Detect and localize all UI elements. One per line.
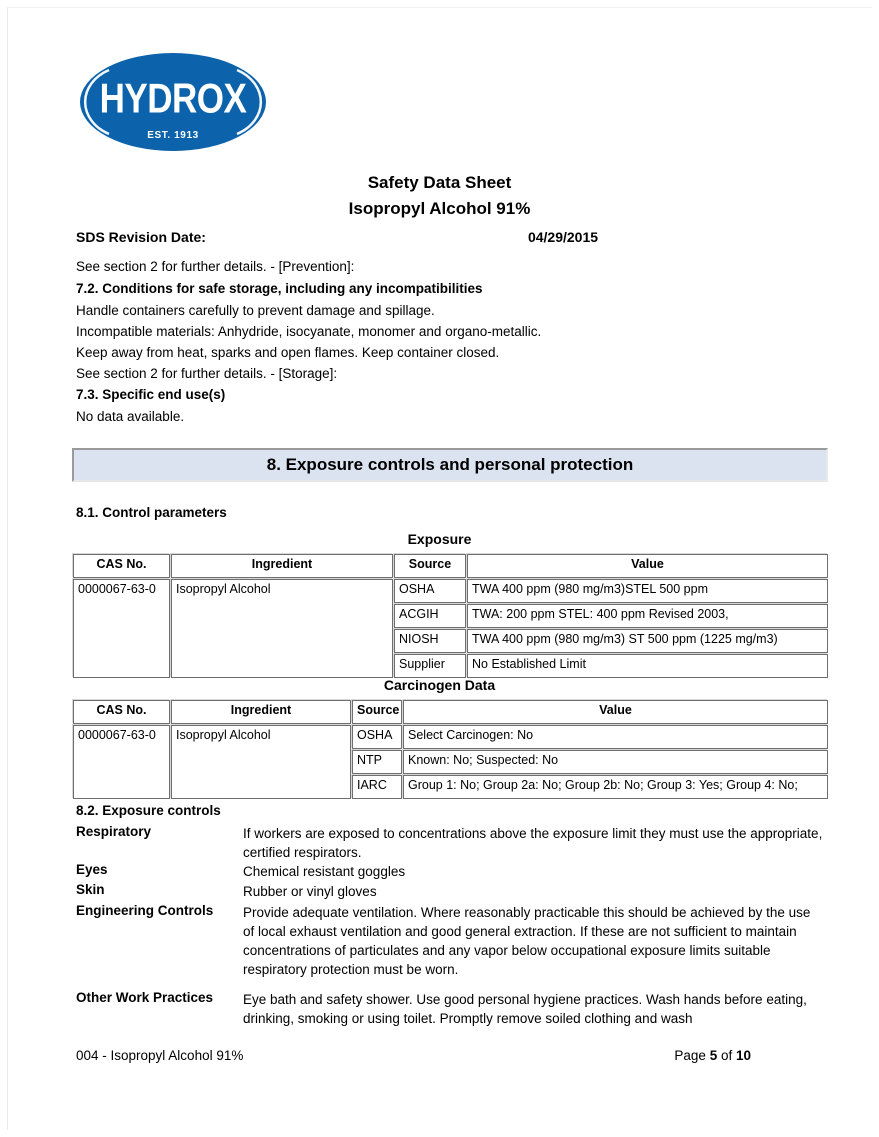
header-source: Source (352, 700, 402, 724)
footer-page-indicator (674, 1048, 751, 1063)
cell-source: IARC (352, 775, 402, 799)
cell-value: Select Carcinogen: No (403, 725, 828, 749)
storage-line-3: Keep away from heat, sparks and open flames. Keep container closed. (76, 345, 500, 360)
footer-page-prefix: Page (674, 1048, 710, 1063)
header-cas-no: CAS No. (73, 700, 170, 724)
hydrox-logo (79, 52, 267, 152)
heading-8-2: 8.2. Exposure controls (76, 803, 221, 818)
control-value-other-work-practices: Eye bath and safety shower. Use good personal hygiene practices. Wash hands before eating, drinking, smoking or using toilet. Promptly remove soiled clothing and wash (243, 992, 807, 1026)
footer-page-middle: of (717, 1048, 736, 1063)
header-value: Value (467, 554, 828, 578)
control-label-engineering-controls: Engineering Controls (76, 903, 214, 918)
footer-product-reference: 004 - Isopropyl Alcohol 91% (76, 1048, 244, 1063)
control-value-engineering-controls: Provide adequate ventilation. Where reasonably practicable this should be achieved by the use of local exhaust ventilation and good general extraction. If these are not sufficient to maintain concentrations of particulates and any vapor below occupational exposure limits suitable respiratory protection must be worn. (243, 905, 811, 977)
revision-date-label: SDS Revision Date: (76, 229, 206, 245)
logo-wordmark: HYDROX (99, 75, 247, 122)
cell-source: Supplier (394, 654, 466, 678)
exposure-table (72, 553, 829, 679)
cell-value: Known: No; Suspected: No (403, 750, 828, 774)
document-title: Safety Data Sheet (367, 173, 512, 192)
exposure-table-title: Exposure (407, 531, 472, 547)
prevention-reference-line: See section 2 for further details. - [Prevention]: (76, 259, 355, 274)
cell-source: OSHA (394, 579, 466, 603)
control-label-respiratory: Respiratory (76, 824, 152, 839)
section-8-banner (72, 448, 828, 482)
control-label-skin: Skin (76, 882, 105, 897)
table-row (73, 579, 828, 603)
heading-7-3: 7.3. Specific end use(s) (76, 387, 226, 402)
cell-source: NTP (352, 750, 402, 774)
control-value-respiratory: If workers are exposed to concentrations above the exposure limit they must use the appropriate, certified respirators. (243, 826, 823, 860)
carcinogen-table-title: Carcinogen Data (383, 677, 496, 693)
cell-source: OSHA (352, 725, 402, 749)
cell-cas-no: 0000067-63-0 (73, 579, 170, 678)
cell-ingredient: Isopropyl Alcohol (171, 579, 393, 678)
footer-page-total: 10 (735, 1048, 751, 1063)
footer-page-number: 5 (709, 1048, 718, 1063)
cell-value: TWA: 200 ppm STEL: 400 ppm Revised 2003, (467, 604, 828, 628)
header-ingredient: Ingredient (171, 554, 393, 578)
heading-7-2: 7.2. Conditions for safe storage, including any incompatibilities (76, 281, 483, 296)
table-header-row (73, 700, 828, 724)
storage-line-1: Handle containers carefully to prevent damage and spillage. (76, 303, 435, 318)
header-cas-no: CAS No. (73, 554, 170, 578)
revision-date-value: 04/29/2015 (527, 229, 599, 245)
section-8-title: 8. Exposure controls and personal protection (266, 455, 634, 474)
cell-value: No Established Limit (467, 654, 828, 678)
control-value-eyes: Chemical resistant goggles (243, 864, 406, 879)
logo-established-text: EST. 1913 (147, 130, 199, 141)
header-ingredient: Ingredient (171, 700, 351, 724)
product-name: Isopropyl Alcohol 91% (348, 199, 531, 218)
table-row (73, 725, 828, 749)
header-source: Source (394, 554, 466, 578)
cell-value: TWA 400 ppm (980 mg/m3) ST 500 ppm (1225 mg/m3) (467, 629, 828, 653)
storage-line-2: Incompatible materials: Anhydride, isocyanate, monomer and organo-metallic. (76, 324, 542, 339)
specific-end-use-text: No data available. (76, 409, 185, 424)
cell-cas-no: 0000067-63-0 (73, 725, 170, 799)
carcinogen-table (72, 699, 829, 800)
cell-source: ACGIH (394, 604, 466, 628)
table-header-row (73, 554, 828, 578)
control-label-eyes: Eyes (76, 862, 108, 877)
header-value: Value (403, 700, 828, 724)
cell-value: TWA 400 ppm (980 mg/m3)STEL 500 ppm (467, 579, 828, 603)
control-value-skin: Rubber or vinyl gloves (243, 884, 377, 899)
cell-source: NIOSH (394, 629, 466, 653)
control-label-other-work-practices: Other Work Practices (76, 990, 214, 1005)
cell-value: Group 1: No; Group 2a: No; Group 2b: No; Group 3: Yes; Group 4: No; (403, 775, 828, 799)
storage-reference-line: See section 2 for further details. - [Storage]: (76, 366, 338, 381)
cell-ingredient: Isopropyl Alcohol (171, 725, 351, 799)
heading-8-1: 8.1. Control parameters (76, 505, 227, 520)
